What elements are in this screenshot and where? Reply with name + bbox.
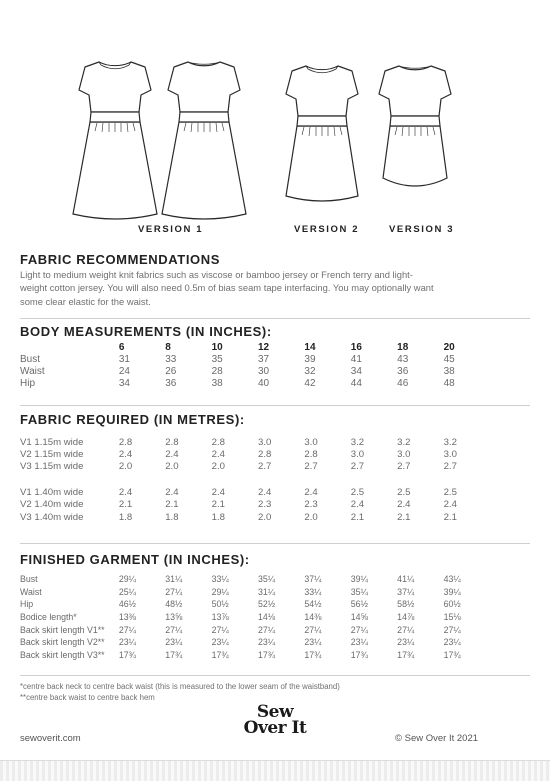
cell: 14⅛ <box>258 612 276 623</box>
version1-label: VERSION 1 <box>138 224 204 235</box>
cell: 27¼ <box>118 624 136 635</box>
section-divider <box>20 675 530 676</box>
table-row <box>20 378 490 390</box>
table-row <box>20 611 490 624</box>
size-header: 6 <box>118 341 125 353</box>
cell: 2.3 <box>258 499 272 511</box>
row-label: Back skirt length V3** <box>20 649 105 660</box>
row-label: Bust <box>20 353 41 365</box>
body-measurements-table <box>20 341 490 390</box>
cell: 54½ <box>304 599 322 610</box>
cell: 17¾ <box>258 649 276 660</box>
cell: 31 <box>118 353 130 365</box>
cell: 2.1 <box>397 511 411 523</box>
cell: 2.4 <box>211 486 225 498</box>
cell: 2.4 <box>258 486 272 498</box>
cell: 2.4 <box>118 449 133 461</box>
cell: 2.1 <box>443 511 457 523</box>
cell: 14⅜ <box>304 612 322 623</box>
cell: 24 <box>118 366 130 378</box>
cell: 27¼ <box>165 586 183 597</box>
cell: 23¼ <box>211 637 229 648</box>
row-label: V2 1.15m wide <box>20 449 84 461</box>
table-row <box>20 649 490 662</box>
cell: 39 <box>304 353 316 365</box>
cell: 2.8 <box>211 436 225 448</box>
cell: 1.8 <box>165 511 179 523</box>
cell: 30 <box>258 366 270 378</box>
cell: 2.3 <box>304 499 318 511</box>
cell: 14⅞ <box>397 612 415 623</box>
cell: 50½ <box>211 599 229 610</box>
cell: 23¼ <box>165 637 183 648</box>
cell: 23¼ <box>258 637 276 648</box>
cell: 37 <box>258 353 270 365</box>
row-label: Hip <box>20 599 34 610</box>
table-row <box>20 448 490 460</box>
version2-label: VERSION 2 <box>294 224 360 235</box>
cell: 2.1 <box>350 511 365 523</box>
cell: 2.4 <box>165 449 179 461</box>
size-header: 12 <box>258 341 270 353</box>
row-label: Bust <box>20 574 38 585</box>
cell: 23¼ <box>443 637 461 648</box>
cell: 46½ <box>118 599 136 610</box>
cell: 3.2 <box>443 436 457 448</box>
cell: 17¾ <box>211 649 229 660</box>
fabric-recommendations-title: FABRIC RECOMMENDATIONS <box>20 252 221 267</box>
cell: 2.7 <box>304 461 318 473</box>
table-row <box>20 365 490 377</box>
cell: 39¼ <box>443 586 461 597</box>
cell: 17¾ <box>397 649 415 660</box>
section-divider <box>20 405 530 406</box>
table-row <box>20 353 490 365</box>
cell: 2.5 <box>397 486 411 498</box>
cell: 3.2 <box>397 436 411 448</box>
cell: 13⅜ <box>118 612 136 623</box>
version3-label: VERSION 3 <box>389 224 455 235</box>
size-header: 14 <box>304 341 316 353</box>
cell: 23¼ <box>118 637 136 648</box>
cell: 27¼ <box>258 624 276 635</box>
cell: 17¾ <box>304 649 322 660</box>
size-header: 16 <box>350 341 362 353</box>
cell: 17¾ <box>443 649 461 660</box>
fabric-required-title: FABRIC REQUIRED (IN METRES): <box>20 412 245 427</box>
fabric-required-table <box>20 436 490 523</box>
cell: 23¼ <box>350 637 368 648</box>
table-row <box>20 436 490 448</box>
row-label: V1 1.15m wide <box>20 436 84 448</box>
cell: 1.8 <box>211 511 225 523</box>
cell: 35¼ <box>350 586 368 597</box>
cell: 60½ <box>443 599 461 610</box>
size-header: 20 <box>443 341 455 353</box>
row-label: V3 1.40m wide <box>20 511 84 523</box>
size-header-row <box>20 341 490 353</box>
cell: 37¼ <box>397 586 415 597</box>
table-row <box>20 586 490 599</box>
cell: 36 <box>165 378 177 390</box>
cell: 2.5 <box>350 486 365 498</box>
cell: 32 <box>304 366 316 378</box>
cell: 2.0 <box>258 511 272 523</box>
cell: 56½ <box>350 599 368 610</box>
cell: 29¼ <box>211 586 229 597</box>
dress-illustrations <box>0 0 550 250</box>
cell: 15⅛ <box>443 612 461 623</box>
table-row <box>20 623 490 636</box>
cell: 2.4 <box>118 486 133 498</box>
cell: 34 <box>118 378 130 390</box>
cell: 52½ <box>258 599 276 610</box>
row-label: V2 1.40m wide <box>20 499 84 511</box>
cell: 2.4 <box>304 486 318 498</box>
cell: 2.5 <box>443 486 457 498</box>
cell: 45 <box>443 353 455 365</box>
cell: 27¼ <box>211 624 229 635</box>
cell: 36 <box>397 366 409 378</box>
size-header: 10 <box>211 341 223 353</box>
cell: 2.7 <box>397 461 411 473</box>
cell: 27¼ <box>443 624 461 635</box>
cell: 2.4 <box>211 449 225 461</box>
cell: 14⅝ <box>350 612 368 623</box>
fabric-recommendations-text: Light to medium weight knit fabrics such as viscose or bamboo jersey or French terry and light- weight cotton jersey. You will also need 0.5m of bias seam tape interfacing. You may optionally want some clear elastic for the waist. <box>20 269 434 307</box>
cell: 3.0 <box>443 449 457 461</box>
cell: 41¼ <box>397 574 415 585</box>
cell: 43¼ <box>443 574 461 585</box>
cell: 2.4 <box>350 499 365 511</box>
body-measurements-title: BODY MEASUREMENTS (IN INCHES): <box>20 324 272 339</box>
row-label: Waist <box>20 586 42 597</box>
cell: 17¾ <box>165 649 183 660</box>
cell: 13⅝ <box>165 612 183 623</box>
cell: 29¼ <box>118 574 136 585</box>
table-row <box>20 573 490 586</box>
section-divider <box>20 318 530 319</box>
cell: 2.1 <box>118 499 133 511</box>
section-divider <box>20 543 530 544</box>
cell: 38 <box>211 378 223 390</box>
cell: 33¼ <box>304 586 322 597</box>
cell: 25¼ <box>118 586 136 597</box>
row-label: Waist <box>20 366 45 378</box>
cell: 23¼ <box>304 637 322 648</box>
cell: 3.0 <box>304 436 318 448</box>
cell: 48½ <box>165 599 183 610</box>
finished-garment-table <box>20 573 490 661</box>
cell: 37¼ <box>304 574 322 585</box>
cell: 2.0 <box>211 461 225 473</box>
cell: 2.1 <box>165 499 179 511</box>
cell: 27¼ <box>397 624 415 635</box>
cell: 2.0 <box>165 461 179 473</box>
cell: 58½ <box>397 599 415 610</box>
table-row <box>20 461 490 473</box>
cell: 3.0 <box>397 449 411 461</box>
cell: 46 <box>397 378 409 390</box>
cell: 38 <box>443 366 455 378</box>
cell: 42 <box>304 378 316 390</box>
row-label: Back skirt length V1** <box>20 624 105 635</box>
cell: 3.0 <box>258 436 272 448</box>
size-header: 8 <box>165 341 171 353</box>
cell: 2.8 <box>165 436 179 448</box>
cell: 2.7 <box>258 461 272 473</box>
cell: 13⅞ <box>211 612 229 623</box>
cell: 2.8 <box>258 449 272 461</box>
cell: 2.8 <box>304 449 318 461</box>
version1-back-drawing <box>162 62 246 219</box>
size-header: 18 <box>397 341 409 353</box>
cell: 23¼ <box>397 637 415 648</box>
cell: 31¼ <box>165 574 183 585</box>
footnote-skirt: **centre back waist to centre back hem <box>20 693 155 702</box>
cell: 2.1 <box>211 499 225 511</box>
version1-front-drawing <box>73 62 157 219</box>
cell: 1.8 <box>118 511 133 523</box>
row-label: V1 1.40m wide <box>20 486 84 498</box>
row-label: Bodice length* <box>20 612 77 623</box>
cell: 44 <box>350 378 362 390</box>
cell: 3.2 <box>350 436 365 448</box>
cell: 2.8 <box>118 436 133 448</box>
cell: 17¾ <box>350 649 368 660</box>
cell: 33 <box>165 353 177 365</box>
cell: 2.4 <box>443 499 457 511</box>
cell: 41 <box>350 353 362 365</box>
cell: 26 <box>165 366 177 378</box>
sew-over-it-logo: Sew Over It <box>243 702 307 738</box>
cell: 31¼ <box>258 586 276 597</box>
cell: 28 <box>211 366 223 378</box>
cell: 2.7 <box>443 461 457 473</box>
cell: 39¼ <box>350 574 368 585</box>
cell: 33¼ <box>211 574 229 585</box>
cell: 3.0 <box>350 449 365 461</box>
cell: 2.0 <box>118 461 133 473</box>
cell: 35¼ <box>258 574 276 585</box>
cell: 43 <box>397 353 409 365</box>
cell: 2.4 <box>165 486 179 498</box>
cell: 34 <box>350 366 362 378</box>
cell: 27¼ <box>304 624 322 635</box>
footnote-bodice: *centre back neck to centre back waist (this is measured to the lower seam of the waistband) <box>20 682 340 691</box>
version2-front-drawing <box>286 66 358 201</box>
table-row <box>20 486 490 498</box>
table-row <box>20 511 490 523</box>
cell: 40 <box>258 378 270 390</box>
cell: 48 <box>443 378 455 390</box>
cell: 2.4 <box>397 499 411 511</box>
cell: 2.7 <box>350 461 365 473</box>
table-row <box>20 598 490 611</box>
row-label: Hip <box>20 378 36 390</box>
row-label: Back skirt length V2** <box>20 637 105 648</box>
cell: 35 <box>211 353 223 365</box>
cell: 27¼ <box>165 624 183 635</box>
cell: 2.0 <box>304 511 318 523</box>
table-row <box>20 636 490 649</box>
copyright-text: © Sew Over It 2021 <box>395 733 479 744</box>
torn-paper-edge <box>0 760 550 781</box>
cell: 17¾ <box>118 649 136 660</box>
table-row <box>20 499 490 511</box>
version3-back-drawing <box>379 66 451 186</box>
row-label: V3 1.15m wide <box>20 461 84 473</box>
finished-garment-title: FINISHED GARMENT (IN INCHES): <box>20 552 250 567</box>
website-link[interactable]: sewoverit.com <box>20 733 81 744</box>
cell: 27¼ <box>350 624 368 635</box>
